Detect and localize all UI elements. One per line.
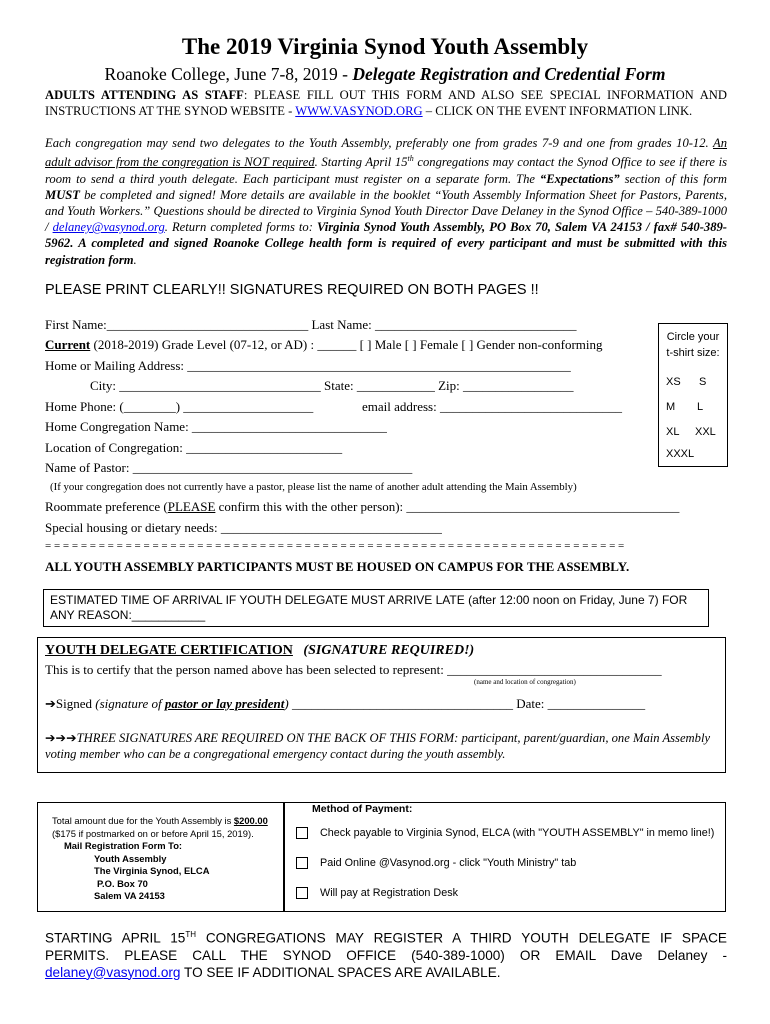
payment-option-desk[interactable]: Will pay at Registration Desk — [296, 887, 458, 899]
page-title: The 2019 Virginia Synod Youth Assembly — [181, 34, 589, 59]
tshirt-size-box — [658, 323, 728, 467]
email-field[interactable]: email address: ____________________________ — [362, 399, 622, 414]
payment-method-heading: Method of Payment: — [312, 803, 413, 815]
arrow-icon: ➔ — [45, 696, 56, 711]
phone-field[interactable]: Home Phone: (________) ____________________ — [45, 399, 314, 414]
checkbox-check[interactable] — [296, 827, 308, 839]
size-xl[interactable]: XL — [666, 426, 680, 438]
three-signatures-notice: ➔➔➔THREE SIGNATURES ARE REQUIRED ON THE BACK OF THIS FORM: participant, parent/guardian, one Main Assembly voting member who can be a congregational emergency contact during the youth assembly. — [45, 731, 711, 761]
print-clearly-notice: PLEASE PRINT CLEARLY!! SIGNATURES REQUIRED ON BOTH PAGES !! — [45, 282, 539, 298]
city-state-zip-fields[interactable]: City: _______________________________ State: ____________ Zip: _________________ — [90, 378, 574, 393]
triple-arrow-icon: ➔➔➔ — [45, 731, 77, 745]
size-xs[interactable]: XS — [666, 376, 681, 388]
intro-paragraph: Each congregation may send two delegates to the Youth Assembly, preferably one from grades 7-9 and one from grades 10-12. An adult advisor from the congregation is NOT required. Starting April 15th congregations may contact the Synod Office to see if there is room to send a third youth delegate. Each participant must register on a separate form. The “Expectations” section of this form MUST be completed and signed! More details are available in the booklet “Youth Assembly Information Sheet for Pastors, Parents, and Youth Workers.” Questions should be directed to Virginia Synod Youth Director Dave Delaney in the Synod Office – 540-389-1000 / delaney@vasynod.org. Return completed forms to: Virginia Synod Youth Assembly, PO Box 70, Salem VA 24153 / fax# 540-389-5962. A completed and signed Roanoke College health form is required of every participant and must be submitted with this registration form. — [45, 136, 728, 267]
address-field[interactable]: Home or Mailing Address: ___________________________________________________________ — [45, 358, 571, 373]
pastor-note: (If your congregation does not currently have a pastor, please list the name of another adult attending the Main Assembly) — [50, 481, 577, 493]
congregation-field[interactable]: Home Congregation Name: ______________________________ — [45, 419, 387, 434]
size-xxl[interactable]: XXL — [695, 426, 716, 438]
size-s[interactable]: S — [699, 376, 707, 388]
divider: = = = = = = = = = = = = = = = = = = = = = = = = = = = = = = = = = = = = = = = = = = = = = = = = = = = = = = = = = = = = = = = = = — [45, 540, 625, 552]
size-xxxl[interactable]: XXXL — [666, 448, 695, 460]
certify-line[interactable]: This is to certify that the person named above has been selected to represent: _________________________________ — [45, 662, 662, 677]
roommate-field[interactable]: Roommate preference (PLEASE confirm this with the other person): __________________________________________ — [45, 499, 680, 514]
staff-notice: ADULTS ATTENDING AS STAFF: PLEASE FILL OUT THIS FORM AND ALSO SEE SPECIAL INFORMATION AND INSTRUCTIONS AT THE SYNOD WEBSITE - WWW.VASYNOD.ORG – CLICK ON THE EVENT INFORMATION LINK. — [45, 88, 727, 119]
footer-email-link[interactable]: delaney@vasynod.org — [45, 964, 181, 980]
form-name: Delegate Registration and Credential Form — [352, 64, 666, 84]
housing-notice: ALL YOUTH ASSEMBLY PARTICIPANTS MUST BE HOUSED ON CAMPUS FOR THE ASSEMBLY. — [45, 559, 630, 574]
signature-line[interactable]: ➔Signed (signature of pastor or lay president) __________________________________ Date: _______________ — [45, 696, 646, 711]
tshirt-label: Circle your t-shirt size: — [666, 331, 720, 359]
page-subtitle: Roanoke College, June 7-8, 2019 - Delegate Registration and Credential Form — [104, 64, 666, 84]
pastor-field[interactable]: Name of Pastor: ___________________________________________ — [45, 460, 413, 475]
size-l[interactable]: L — [697, 401, 704, 413]
location-field[interactable]: Location of Congregation: ________________________ — [45, 440, 343, 455]
synod-website-link[interactable]: WWW.VASYNOD.ORG — [295, 104, 423, 119]
certification-heading: YOUTH DELEGATE CERTIFICATION (SIGNATURE REQUIRED!) — [45, 643, 475, 658]
mail-info: Total amount due for the Youth Assembly is $200.00 ($175 if postmarked on or before April 15, 2019). Mail Registration Form To: Youth Assembly The Virginia Synod, ELCA P.O. Box 70 Salem VA 24153 — [52, 815, 268, 901]
name-fields[interactable]: First Name:_______________________________ Last Name: _______________________________ — [45, 317, 577, 332]
checkbox-desk[interactable] — [296, 887, 308, 899]
arrival-time-box[interactable]: ESTIMATED TIME OF ARRIVAL IF YOUTH DELEGATE MUST ARRIVE LATE (after 12:00 noon on Friday, June 7) FOR ANY REASON:___________ — [43, 589, 709, 627]
size-m[interactable]: M — [666, 401, 676, 413]
checkbox-online[interactable] — [296, 857, 308, 869]
payment-option-check[interactable]: Check payable to Virginia Synod, ELCA (with "YOUTH ASSEMBLY" in memo line!) — [296, 827, 714, 839]
contact-email-link[interactable]: delaney@vasynod.org — [52, 220, 165, 235]
footer-notice: STARTING APRIL 15TH CONGREGATIONS MAY REGISTER A THIRD YOUTH DELEGATE IF SPACE PERMITS. PLEASE CALL THE SYNOD OFFICE (540-389-1000) OR EMAIL Dave Delaney - delaney@vasynod.org TO SEE IF ADDITIONAL SPACES ARE AVAILABLE. — [45, 930, 727, 980]
payment-option-online[interactable]: Paid Online @Vasynod.org - click "Youth Ministry" tab — [296, 857, 576, 869]
name-location-caption: (name and location of congregation) — [474, 678, 576, 686]
grade-gender-fields[interactable]: Current (2018-2019) Grade Level (07-12, or AD) : ______ [ ] Male [ ] Female [ ] Gender non-conforming — [45, 337, 603, 352]
special-needs-field[interactable]: Special housing or dietary needs: __________________________________ — [45, 520, 442, 535]
